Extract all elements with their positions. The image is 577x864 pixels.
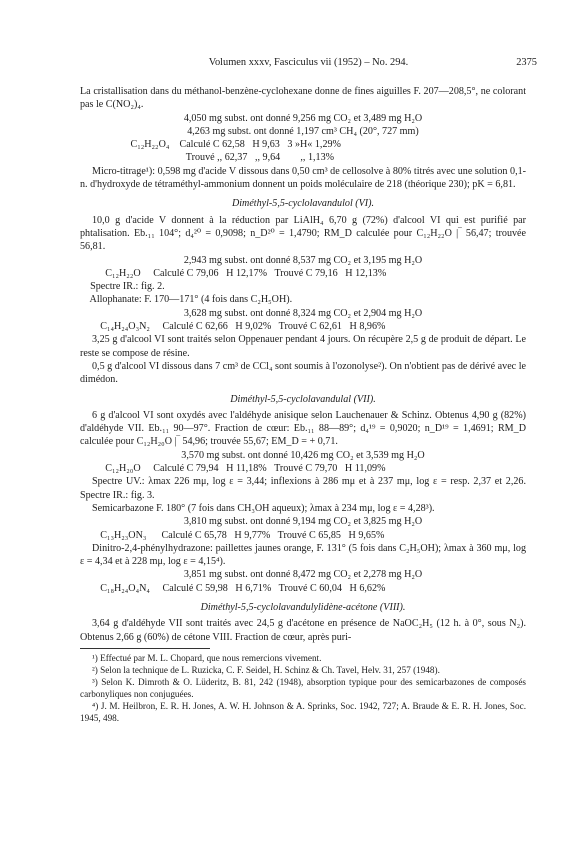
paragraph-dinitrophenylhydrazone: Dinitro-2,4-phénylhydrazone: paillettes jaunes orange, F. 131° (5 fois dans C₂H₅OH); λmax à 360 mμ, log ε = 4,34 et à 228 mμ, log ε = 4,15⁴). bbox=[80, 542, 526, 568]
analysis-line: 3,851 mg subst. ont donné 8,472 mg CO₂ et 2,278 mg H₂O bbox=[183, 569, 423, 581]
analysis-line: 4,050 mg subst. ont donné 9,256 mg CO₂ et 3,489 mg H₂O bbox=[183, 112, 423, 124]
section-heading-alcool-vi: Diméthyl-5,5-cyclolavandulol (VI). bbox=[231, 198, 375, 210]
paragraph-ozonolyse: 0,5 g d'alcool VI dissous dans 7 cm³ de CCl₄ sont soumis à l'ozonolyse²). On n'obtient pas de dérivé avec le dimédon. bbox=[80, 360, 526, 386]
formula-line: C₁₂H₂₂O Calculé C 79,06 H 12,17% Trouvé C 79,16 H 12,13% bbox=[80, 267, 387, 279]
running-title: Volumen xxxv, Fasciculus vii (1952) – No. 294. bbox=[208, 57, 409, 68]
footnote-3: ³) Selon K. Dimroth & O. Lüderitz, B. 81, 242 (1948), absorption typique pour des semicarbazones de composés carbonyliques non conjuguées. bbox=[80, 676, 526, 699]
paragraph-reduction: 10,0 g d'acide V donnent à la réduction par LiAlH₄ 6,70 g (72%) d'alcool VI qui est purifié par phtalisation. Eb.₁₁ 104°; d₄²⁰ = 0,9098; n_D²⁰ = 1,4790; RM_D calculée pour C₁₂H₂₂O |‾ 56,47; trouvée 56,81. bbox=[80, 214, 526, 253]
paragraph-spectre-uv: Spectre UV.: λmax 226 mμ, log ε = 3,44; inflexions à 286 mμ et à 237 mμ, log ε = resp. 2,37 et 2,26. Spectre IR.: fig. 3. bbox=[80, 476, 526, 501]
footnote-4: ⁴) J. M. Heilbron, E. R. H. Jones, A. W. H. Johnson & A. Sprinks, Soc. 1942, 727; A. Braude & E. R. H. Jones, Soc. 1945, 498. bbox=[80, 700, 526, 723]
paragraph-semicarbazone: Semicarbazone F. 180° (7 fois dans CH₃OH aqueux); λmax à 234 mμ, log ε = 4,28³). bbox=[92, 502, 435, 514]
allophanate-line: Allophanate: F. 170—171° (4 fois dans C₂H₅OH). bbox=[80, 294, 293, 306]
analysis-line: 3,570 mg subst. ont donné 10,426 mg CO₂ et 3,539 mg H₂O bbox=[181, 449, 425, 461]
formula-line: C₁₈H₂₄O₄N₄ Calculé C 59,98 H 6,71% Trouvé C 60,04 H 6,62% bbox=[80, 582, 386, 594]
analysis-line: 3,628 mg subst. ont donné 8,324 mg CO₂ et 2,904 mg H₂O bbox=[183, 307, 423, 319]
paragraph-oxydation: 6 g d'alcool VI sont oxydés avec l'aldéhyde anisique selon Lauchenauer & Schinz. Obtenus 4,90 g (82%) d'aldéhyde VII. Eb.₁₁ 90—97°. Fraction de cœur: Eb.₁₁ 88—89°; d₄¹⁹ = 0,9020; n_D¹⁹ = 1,4691; RM_D calculée pour C₁₂H₂₀O |‾ 54,96; trouvée 55,67; EM_D = + 0,71. bbox=[80, 409, 526, 448]
formula-line: C₁₄H₂₄O₃N₂ Calculé C 62,66 H 9,02% Trouvé C 62,61 H 8,96% bbox=[80, 321, 386, 333]
section-heading-cetone-viii: Diméthyl-5,5-cyclolavandulylidène-acétone (VIII). bbox=[200, 601, 406, 613]
paragraph-oppenauer: 3,25 g d'alcool VI sont traités selon Oppenauer pendant 4 jours. On récupère 2,5 g de produit de départ. Le reste se compose de résine. bbox=[80, 334, 526, 359]
page-header bbox=[80, 56, 537, 70]
analysis-line: 2,943 mg subst. ont donné 8,537 mg CO₂ et 3,195 mg H₂O bbox=[183, 254, 423, 266]
paragraph-microtitrage: Micro-titrage¹): 0,598 mg d'acide V dissous dans 0,50 cm³ de cellosolve à 80% titrés avec une solution 0,1-n. d'hydroxyde de tétraméthyl-ammonium donnent un poids moléculaire de 218 (théorique 230); pK = 6,81. bbox=[80, 165, 526, 191]
footnote-2: ²) Selon la technique de L. Ruzicka, C. F. Seidel, H. Schinz & Ch. Tavel, Helv. 31, 257 (1948). bbox=[92, 664, 440, 675]
paragraph-crystallisation: La cristallisation dans du méthanol-benzène-cyclohexane donne de fines aiguilles F. 207—208,5°, ne colorant pas le C(NO₂)₄. bbox=[80, 86, 526, 111]
formula-line: C₁₂H₂₂O₄ Calculé C 62,58 H 9,63 3 »H« 1,29% bbox=[80, 139, 341, 151]
analysis-line: 4,263 mg subst. ont donné 1,197 cm³ CH₄ (20°, 727 mm) bbox=[187, 125, 419, 137]
formula-line: C₁₂H₂₀O Calculé C 79,94 H 11,18% Trouvé C 79,70 H 11,09% bbox=[80, 463, 386, 475]
formula-line: Trouvé ,, 62,37 ,, 9,64 ,, 1,13% bbox=[80, 152, 335, 164]
article-body bbox=[80, 85, 526, 724]
footnote-1: ¹) Effectué par M. L. Chopard, que nous remercions vivement. bbox=[92, 652, 322, 663]
paragraph-condensation: 3,64 g d'aldéhyde VII sont traités avec 24,5 g d'acétone en présence de NaOC₂H₅ (12 h. à 0°, sous N₂). Obtenus 2,66 g (60%) de cétone VIII. Fraction de cœur, après puri- bbox=[80, 618, 526, 643]
analysis-line: 3,810 mg subst. ont donné 9,194 mg CO₂ et 3,825 mg H₂O bbox=[183, 516, 423, 528]
spectrum-line: Spectre IR.: fig. 2. bbox=[80, 281, 165, 293]
section-heading-aldehyde-vii: Diméthyl-5,5-cyclolavandulal (VII). bbox=[230, 393, 376, 405]
footnote-separator bbox=[80, 648, 210, 649]
page-number: 2375 bbox=[516, 57, 537, 68]
formula-line: C₁₃H₂₃ON₃ Calculé C 65,78 H 9,77% Trouvé C 65,85 H 9,65% bbox=[80, 529, 385, 541]
